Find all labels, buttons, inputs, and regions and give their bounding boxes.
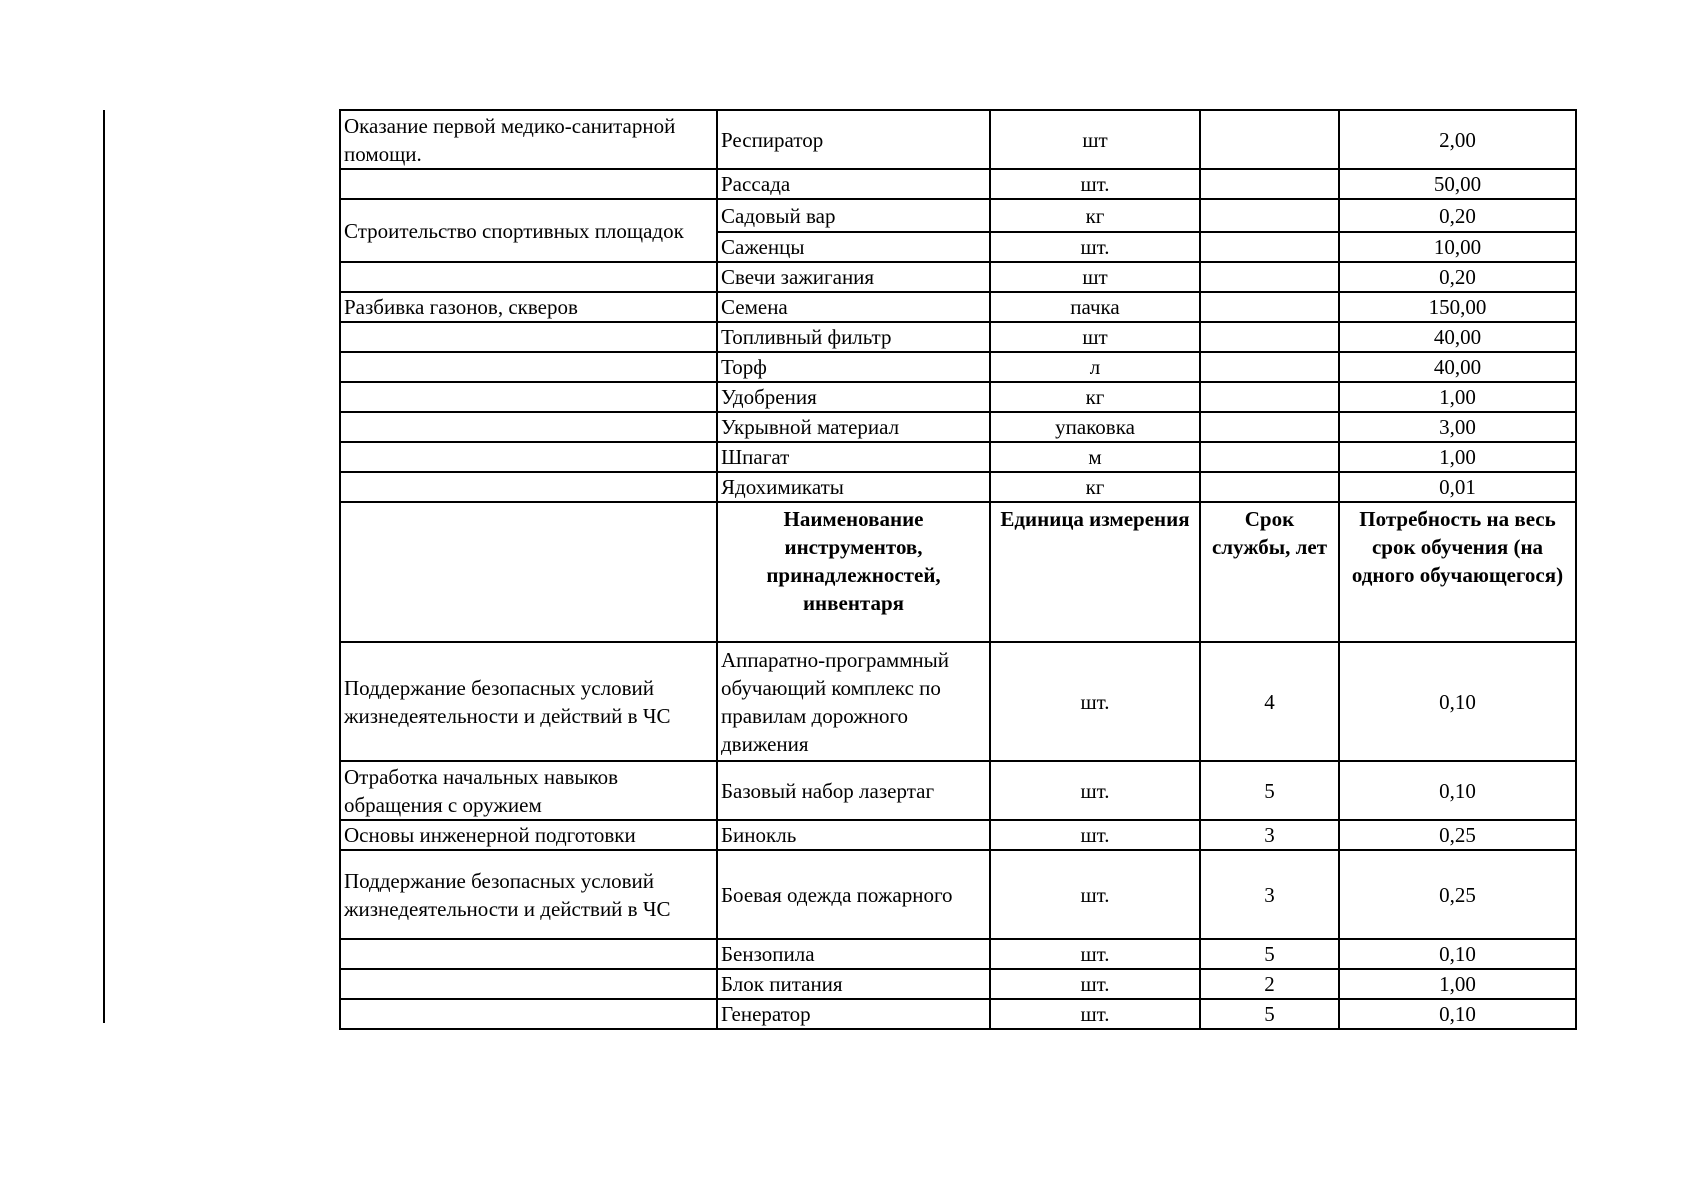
- service-life-cell: 5: [1200, 999, 1339, 1029]
- header-quantity: Потребность на весь срок обучения (на одного обучающегося): [1339, 502, 1576, 642]
- header-empty-cell: [340, 502, 717, 642]
- item-name-cell: Рассада: [717, 169, 990, 199]
- quantity-cell: 0,25: [1339, 820, 1576, 850]
- quantity-cell: 0,01: [1339, 472, 1576, 502]
- service-life-cell: [1200, 199, 1339, 232]
- service-life-cell: [1200, 412, 1339, 442]
- table-row: [340, 642, 1576, 761]
- service-life-cell: 5: [1200, 761, 1339, 820]
- activity-cell: [340, 412, 717, 442]
- table-row: [340, 322, 1576, 352]
- table-row: [340, 969, 1576, 999]
- item-name-cell: Блок питания: [717, 969, 990, 999]
- unit-cell: шт.: [990, 642, 1200, 761]
- equipment-table: [339, 109, 1577, 1030]
- unit-cell: шт.: [990, 761, 1200, 820]
- quantity-cell: 1,00: [1339, 969, 1576, 999]
- table-row: [340, 352, 1576, 382]
- service-life-cell: 5: [1200, 939, 1339, 969]
- unit-cell: шт.: [990, 169, 1200, 199]
- activity-cell: Отработка начальных навыков обращения с оружием: [340, 761, 717, 820]
- activity-cell: [340, 169, 717, 199]
- unit-cell: шт.: [990, 820, 1200, 850]
- quantity-cell: 0,20: [1339, 262, 1576, 292]
- section-header-row: [340, 502, 1576, 642]
- table-row: [340, 850, 1576, 939]
- activity-cell: Основы инженерной подготовки: [340, 820, 717, 850]
- quantity-cell: 10,00: [1339, 232, 1576, 262]
- quantity-cell: 0,25: [1339, 850, 1576, 939]
- item-name-cell: Генератор: [717, 999, 990, 1029]
- unit-cell: шт.: [990, 999, 1200, 1029]
- unit-cell: м: [990, 442, 1200, 472]
- activity-cell: [340, 322, 717, 352]
- table-row: [340, 412, 1576, 442]
- service-life-cell: [1200, 169, 1339, 199]
- service-life-cell: 2: [1200, 969, 1339, 999]
- quantity-cell: 40,00: [1339, 322, 1576, 352]
- quantity-cell: 0,10: [1339, 939, 1576, 969]
- table-row: [340, 999, 1576, 1029]
- left-margin-rule: [103, 110, 105, 1023]
- activity-cell: [340, 382, 717, 412]
- item-name-cell: Шпагат: [717, 442, 990, 472]
- item-name-cell: Боевая одежда пожарного: [717, 850, 990, 939]
- service-life-cell: [1200, 322, 1339, 352]
- quantity-cell: 2,00: [1339, 110, 1576, 169]
- table-row: [340, 761, 1576, 820]
- quantity-cell: 1,00: [1339, 382, 1576, 412]
- unit-cell: шт: [990, 322, 1200, 352]
- activity-cell: Оказание первой медико-санитарной помощи.: [340, 110, 717, 169]
- unit-cell: пачка: [990, 292, 1200, 322]
- unit-cell: кг: [990, 382, 1200, 412]
- table-row: [340, 199, 1576, 232]
- quantity-cell: 150,00: [1339, 292, 1576, 322]
- unit-cell: л: [990, 352, 1200, 382]
- service-life-cell: [1200, 472, 1339, 502]
- service-life-cell: [1200, 352, 1339, 382]
- item-name-cell: Садовый вар: [717, 199, 990, 232]
- activity-cell: [340, 472, 717, 502]
- quantity-cell: 0,10: [1339, 642, 1576, 761]
- item-name-cell: Удобрения: [717, 382, 990, 412]
- activity-cell: [340, 442, 717, 472]
- service-life-cell: 3: [1200, 850, 1339, 939]
- unit-cell: шт.: [990, 969, 1200, 999]
- item-name-cell: Базовый набор лазертаг: [717, 761, 990, 820]
- unit-cell: шт.: [990, 850, 1200, 939]
- table-row: [340, 169, 1576, 199]
- unit-cell: шт.: [990, 232, 1200, 262]
- header-item-name: Наименование инструментов, принадлежностей, инвентаря: [717, 502, 990, 642]
- activity-cell: [340, 939, 717, 969]
- activity-cell: [340, 969, 717, 999]
- activity-cell: Поддержание безопасных условий жизнедеятельности и действий в ЧС: [340, 642, 717, 761]
- item-name-cell: Респиратор: [717, 110, 990, 169]
- activity-cell: [340, 352, 717, 382]
- service-life-cell: [1200, 110, 1339, 169]
- service-life-cell: [1200, 442, 1339, 472]
- activity-cell: Разбивка газонов, скверов: [340, 292, 717, 322]
- quantity-cell: 1,00: [1339, 442, 1576, 472]
- table-row: [340, 442, 1576, 472]
- table-row: [340, 820, 1576, 850]
- service-life-cell: 3: [1200, 820, 1339, 850]
- table-row: [340, 382, 1576, 412]
- item-name-cell: Укрывной материал: [717, 412, 990, 442]
- activity-cell: Строительство спортивных площадок: [340, 199, 717, 262]
- quantity-cell: 0,10: [1339, 999, 1576, 1029]
- header-unit: Единица измерения: [990, 502, 1200, 642]
- unit-cell: кг: [990, 472, 1200, 502]
- service-life-cell: 4: [1200, 642, 1339, 761]
- quantity-cell: 0,10: [1339, 761, 1576, 820]
- item-name-cell: Ядохимикаты: [717, 472, 990, 502]
- activity-cell: [340, 999, 717, 1029]
- activity-cell: [340, 262, 717, 292]
- table-row: [340, 110, 1576, 169]
- header-service-life: Срок службы, лет: [1200, 502, 1339, 642]
- item-name-cell: Топливный фильтр: [717, 322, 990, 352]
- item-name-cell: Бензопила: [717, 939, 990, 969]
- quantity-cell: 0,20: [1339, 199, 1576, 232]
- unit-cell: шт: [990, 262, 1200, 292]
- item-name-cell: Свечи зажигания: [717, 262, 990, 292]
- item-name-cell: Саженцы: [717, 232, 990, 262]
- service-life-cell: [1200, 232, 1339, 262]
- service-life-cell: [1200, 262, 1339, 292]
- activity-cell: Поддержание безопасных условий жизнедеятельности и действий в ЧС: [340, 850, 717, 939]
- unit-cell: упаковка: [990, 412, 1200, 442]
- table-row: [340, 472, 1576, 502]
- item-name-cell: Семена: [717, 292, 990, 322]
- table-row: [340, 262, 1576, 292]
- service-life-cell: [1200, 292, 1339, 322]
- quantity-cell: 3,00: [1339, 412, 1576, 442]
- table-row: [340, 939, 1576, 969]
- item-name-cell: Торф: [717, 352, 990, 382]
- unit-cell: кг: [990, 199, 1200, 232]
- table-row: [340, 292, 1576, 322]
- service-life-cell: [1200, 382, 1339, 412]
- item-name-cell: Бинокль: [717, 820, 990, 850]
- quantity-cell: 40,00: [1339, 352, 1576, 382]
- unit-cell: шт.: [990, 939, 1200, 969]
- item-name-cell: Аппаратно-программный обучающий комплекс по правилам дорожного движения: [717, 642, 990, 761]
- unit-cell: шт: [990, 110, 1200, 169]
- quantity-cell: 50,00: [1339, 169, 1576, 199]
